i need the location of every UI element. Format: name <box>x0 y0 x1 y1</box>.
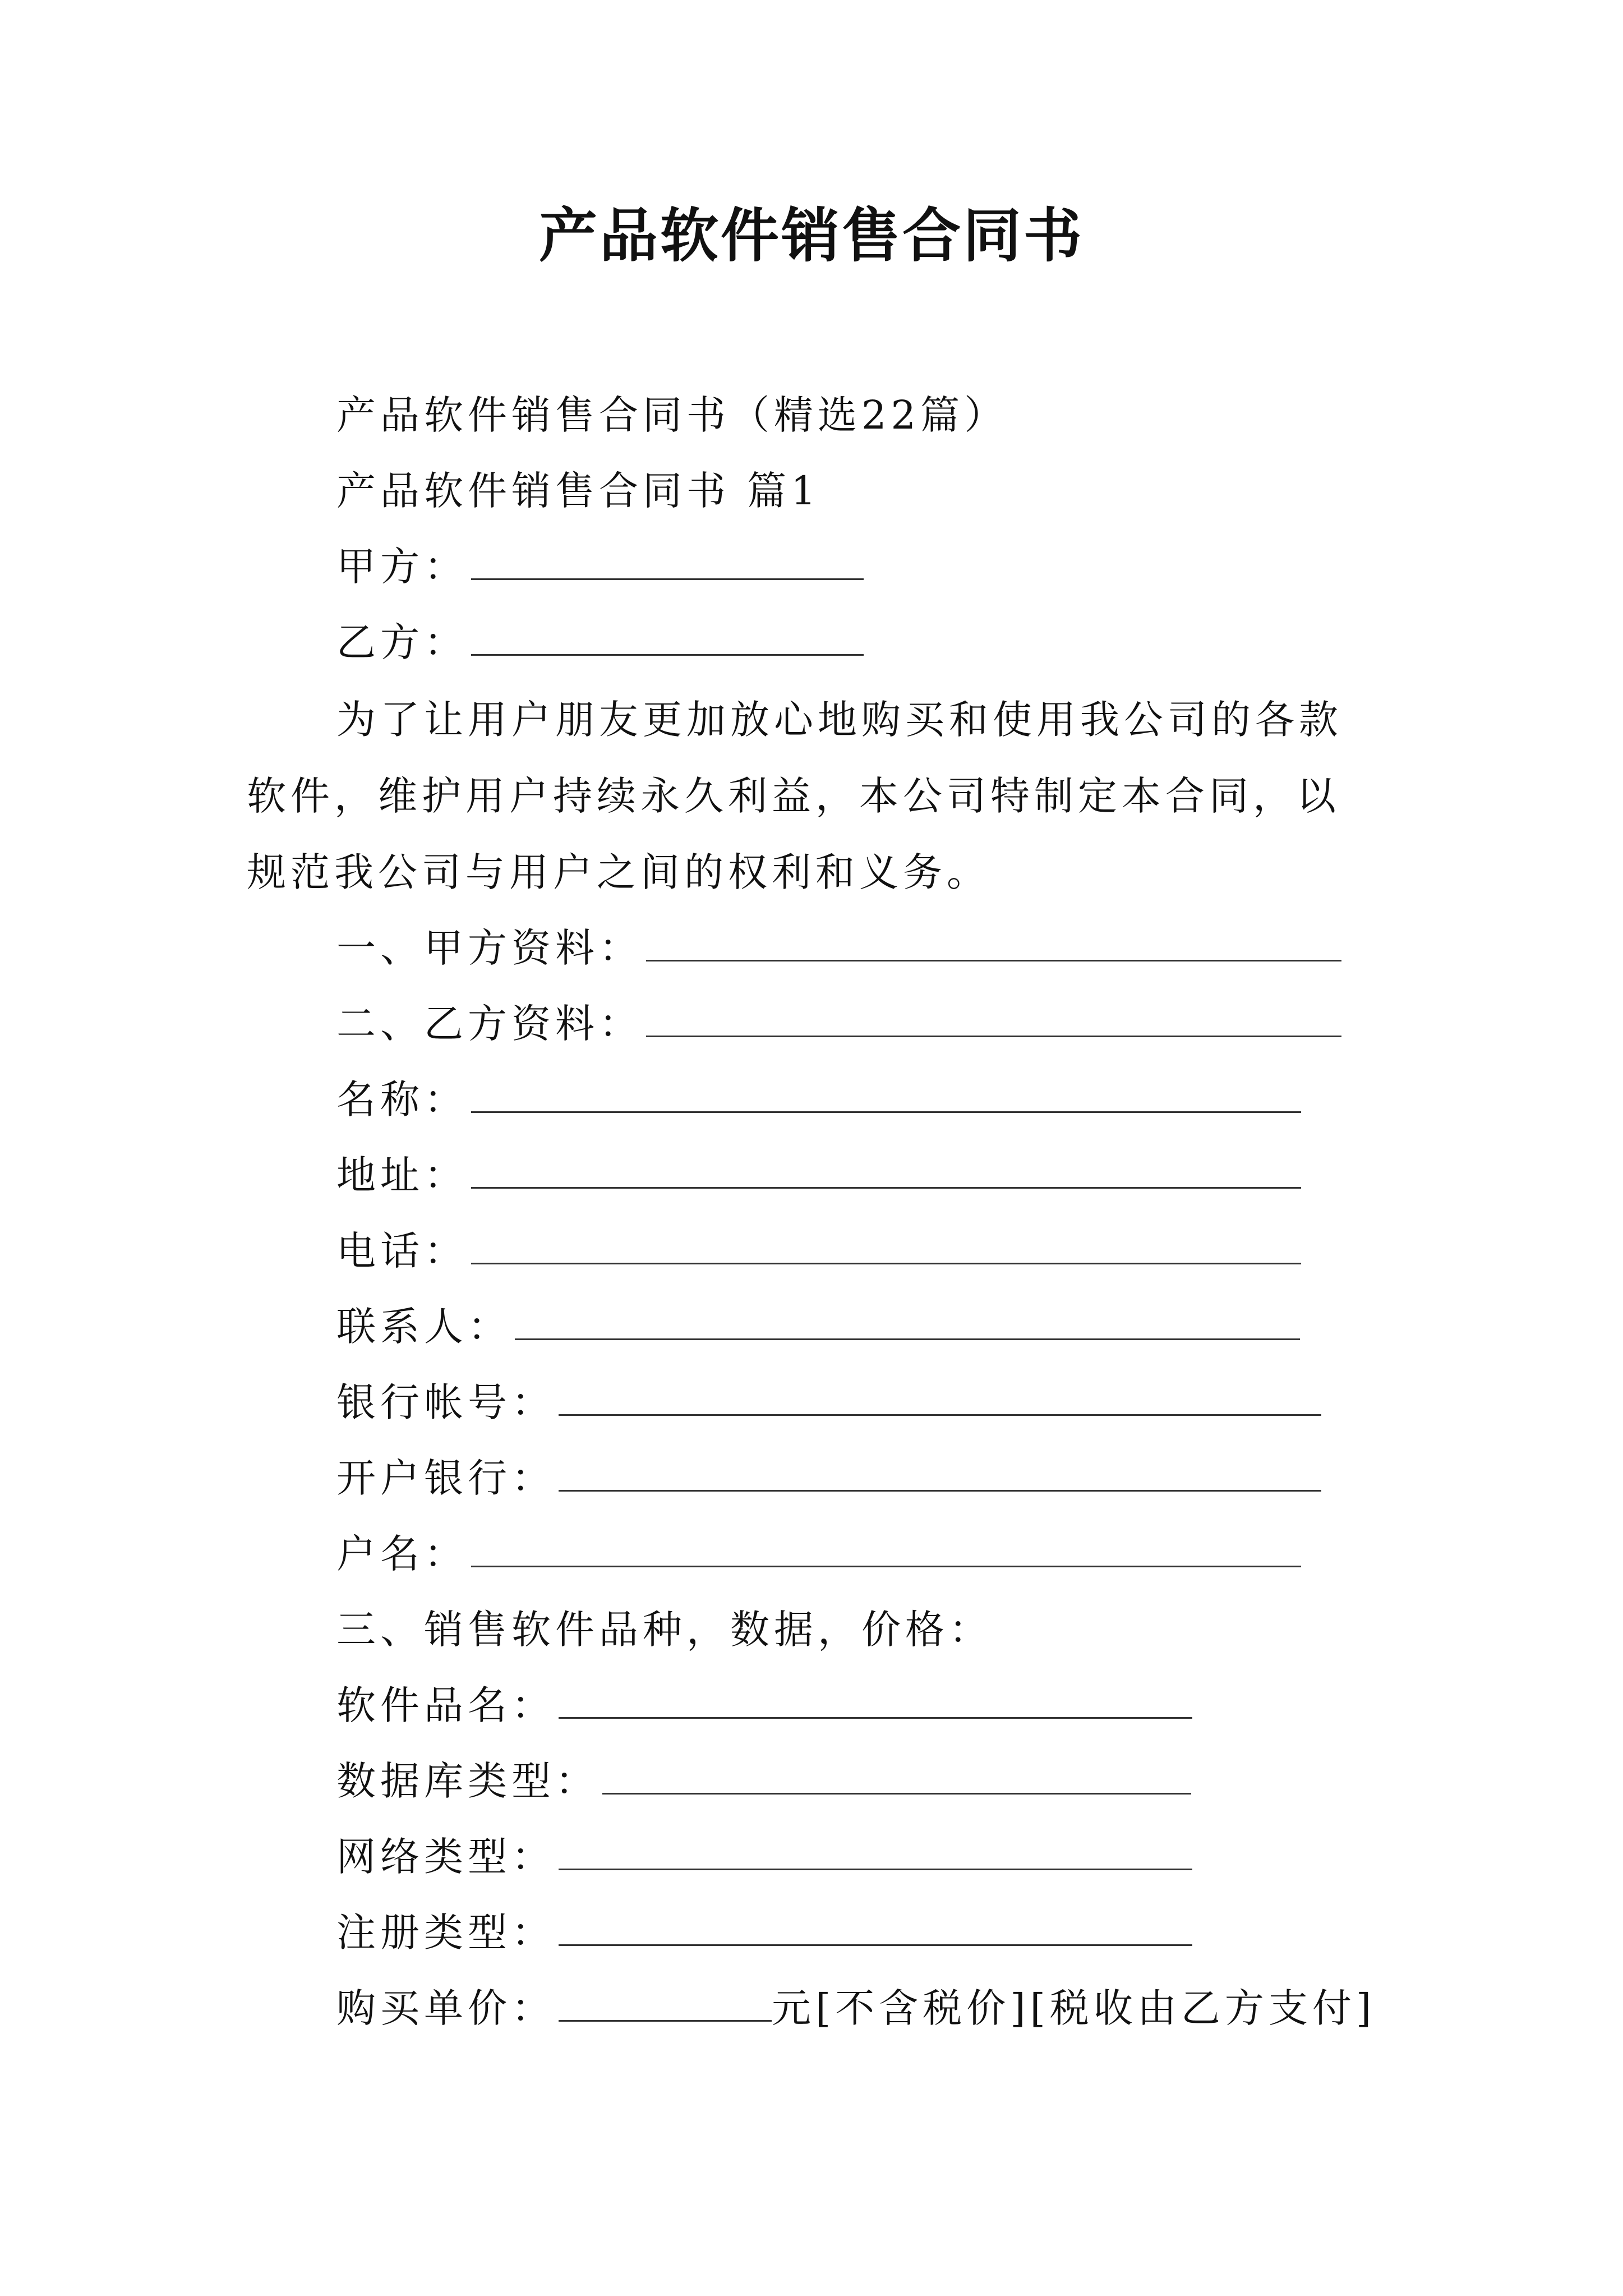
unit-price-blank <box>559 2014 772 2022</box>
address-row <box>336 1147 1301 1203</box>
database-type-row <box>336 1753 1191 1809</box>
item-2-label: 二、乙方资料： <box>336 1001 643 1047</box>
address-blank <box>471 1181 1301 1189</box>
name-label: 名称： <box>336 1076 468 1122</box>
unit-price-label: 购买单价： <box>336 1985 555 2031</box>
bank-label: 开户银行： <box>336 1455 555 1501</box>
name-row <box>336 1071 1301 1128</box>
phone-label: 电话： <box>336 1228 468 1274</box>
bank-account-label: 银行帐号： <box>336 1379 555 1425</box>
party-b-row <box>336 614 864 670</box>
network-type-blank <box>559 1863 1192 1870</box>
network-type-row <box>336 1829 1192 1885</box>
account-name-label: 户名： <box>336 1531 468 1577</box>
item-1-row <box>336 920 1341 976</box>
bank-blank <box>559 1484 1321 1492</box>
phone-blank <box>471 1257 1301 1264</box>
unit-price-suffix: 元[不含税价][税收由乙方支付] <box>772 1985 1376 2031</box>
bank-row <box>336 1450 1321 1506</box>
item-1-blank <box>646 954 1341 961</box>
contact-blank <box>515 1333 1300 1340</box>
address-label: 地址： <box>336 1152 468 1198</box>
registration-type-label: 注册类型： <box>336 1910 555 1955</box>
intro-paragraph: 为了让用户朋友更加放心地购买和使用我公司的各款软件，维护用户持续永久利益，本公司特制定本合同，以规范我公司与用户之间的权利和义务。 <box>247 697 1343 895</box>
bank-account-row <box>336 1374 1321 1430</box>
item-3-heading: 三、销售软件品种，数据，价格： <box>336 1607 993 1653</box>
network-type-label: 网络类型： <box>336 1834 555 1880</box>
software-name-label: 软件品名： <box>336 1682 555 1728</box>
software-name-row <box>336 1677 1192 1733</box>
name-blank <box>471 1106 1301 1113</box>
party-b-label: 乙方： <box>336 619 468 665</box>
contact-row <box>336 1299 1300 1355</box>
item-2-row <box>336 996 1341 1052</box>
unit-price-row <box>336 1980 1376 2036</box>
party-a-label: 甲方： <box>336 544 468 590</box>
registration-type-row <box>336 1904 1192 1961</box>
document-title: 产品软件销售合同书 <box>538 201 1084 270</box>
database-type-label: 数据库类型： <box>336 1758 599 1804</box>
contact-label: 联系人： <box>336 1304 511 1350</box>
item-1-label: 一、甲方资料： <box>336 925 643 971</box>
party-a-row <box>336 539 864 595</box>
document-subtitle: 产品软件销售合同书（精选22篇） <box>336 392 1008 438</box>
section-heading: 产品软件销售合同书 篇1 <box>336 468 820 514</box>
bank-account-blank <box>559 1409 1321 1416</box>
party-b-blank <box>471 648 864 656</box>
account-name-blank <box>471 1560 1301 1567</box>
item-2-blank <box>646 1030 1341 1037</box>
registration-type-blank <box>559 1939 1192 1946</box>
account-name-row <box>336 1526 1301 1582</box>
phone-row <box>336 1223 1301 1279</box>
software-name-blank <box>559 1711 1192 1719</box>
database-type-blank <box>602 1787 1191 1795</box>
party-a-blank <box>471 573 864 580</box>
